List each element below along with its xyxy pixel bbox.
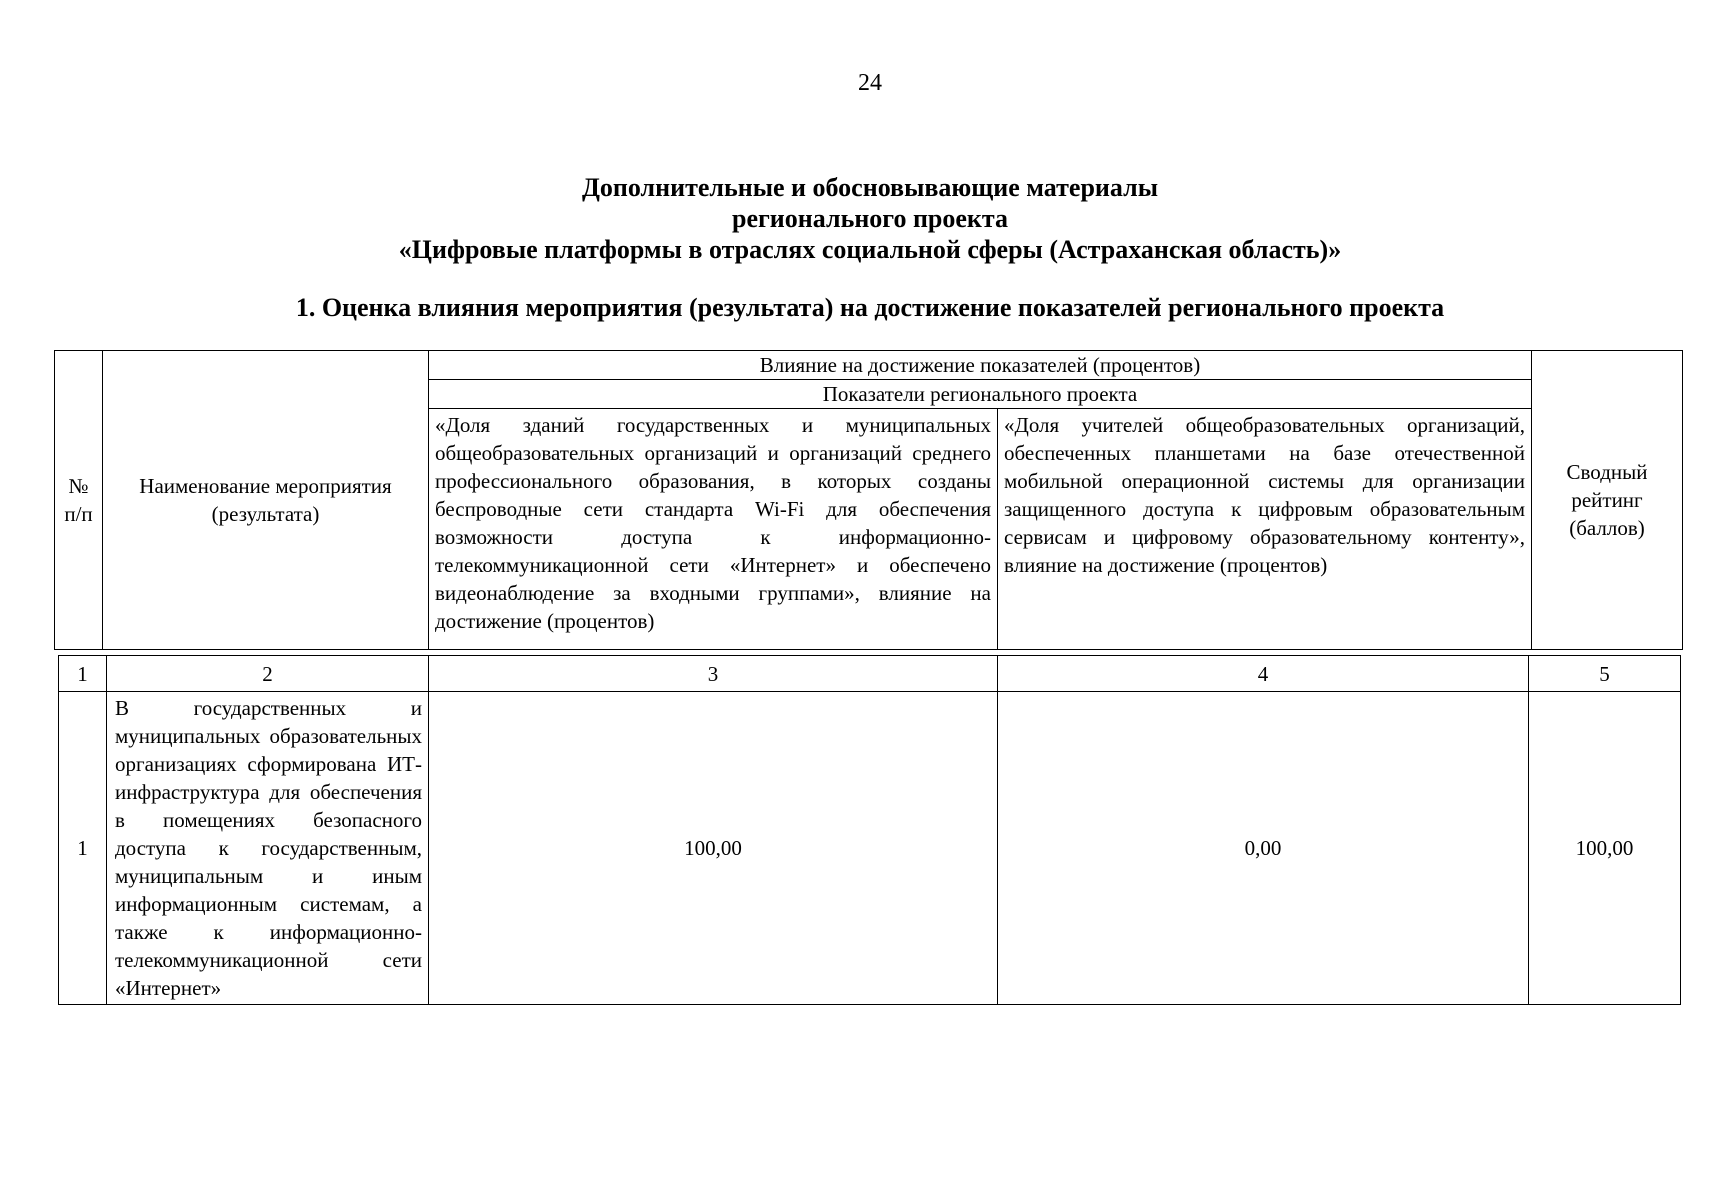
header-indicator-2: «Доля учителей общеобразовательных организаций, обеспеченных планшетами на базе отечественной мобильной операционной системы для организации защищенного доступа к цифровым образовательным сервисам и цифровому образовательному контенту», влияние на достижение (процентов) — [998, 409, 1532, 650]
document-title — [0, 172, 1718, 265]
table-row — [59, 692, 1681, 1005]
column-number-row — [59, 656, 1681, 692]
column-number: 5 — [1529, 656, 1681, 692]
header-col-num: № п/п — [55, 351, 103, 650]
row-name: В государственных и муниципальных образовательных организациях сформирована ИТ-инфраструктура для обеспечения в помещениях безопасного доступа к государственным, муниципальным и иным информационным системам, а также к информационно-телекоммуникационной сети «Интернет» — [107, 692, 429, 1005]
data-table — [58, 655, 1681, 1005]
row-rating: 100,00 — [1529, 692, 1681, 1005]
column-number: 2 — [107, 656, 429, 692]
section-heading: 1. Оценка влияния мероприятия (результата) на достижение показателей регионального проекта — [295, 293, 1445, 322]
header-col-name: Наименование мероприятия (результата) — [103, 351, 429, 650]
row-indicator-1-value: 100,00 — [429, 692, 998, 1005]
row-number: 1 — [59, 692, 107, 1005]
header-indicator-1: «Доля зданий государственных и муниципальных общеобразовательных организаций и организаций среднего профессионального образования, в которых созданы беспроводные сети стандарта Wi-Fi для обеспечения возможности доступа к информационно-телекоммуникационной сети «Интернет» и обеспечено видеонаблюдение за входными группами», влияние на достижение (процентов) — [429, 409, 998, 650]
header-influence-group: Влияние на достижение показателей (процентов) — [429, 351, 1532, 380]
column-number: 1 — [59, 656, 107, 692]
column-number: 3 — [429, 656, 998, 692]
title-line-3: «Цифровые платформы в отраслях социальной сферы (Астраханская область)» — [398, 235, 1342, 264]
row-indicator-2-value: 0,00 — [998, 692, 1529, 1005]
header-col-rating: Сводный рейтинг (баллов) — [1532, 351, 1683, 650]
title-line-2: регионального проекта — [731, 204, 1009, 233]
page-number: 24 — [858, 70, 882, 96]
header-table — [54, 350, 1683, 650]
header-indicators-group: Показатели регионального проекта — [429, 380, 1532, 409]
column-number: 4 — [998, 656, 1529, 692]
title-line-1: Дополнительные и обосновывающие материалы — [582, 173, 1158, 202]
